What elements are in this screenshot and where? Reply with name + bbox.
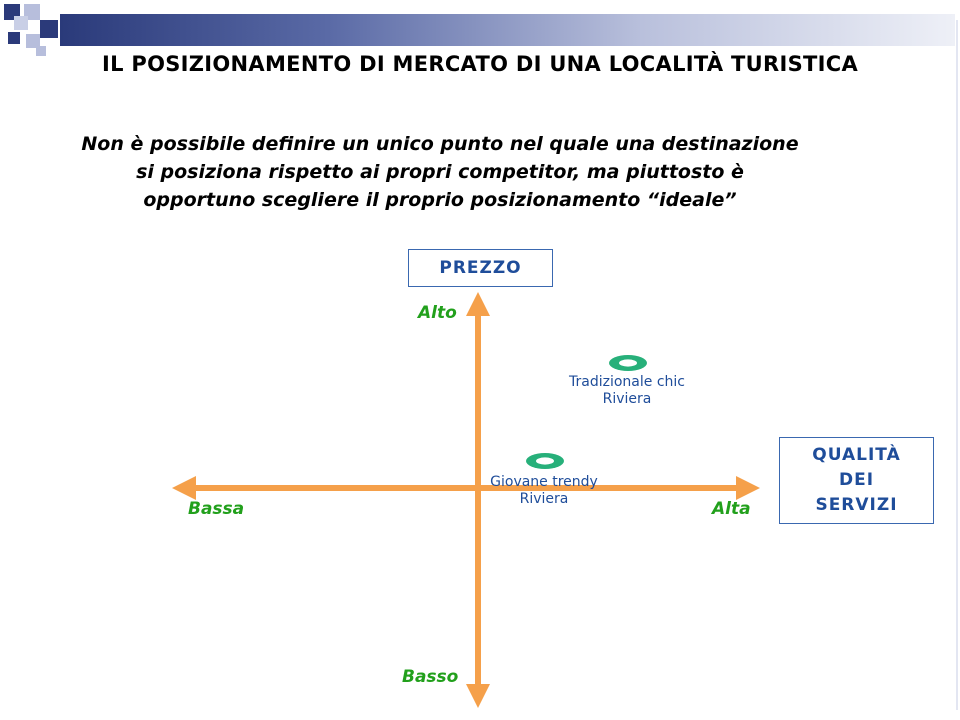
axis-label-bottom: Basso — [402, 667, 459, 687]
arrow-up-icon — [466, 292, 490, 316]
arrow-down-icon — [466, 684, 490, 708]
axis-label-right: Alta — [712, 499, 751, 519]
point-label-line: Riviera — [602, 391, 652, 407]
quality-axis-label-line: SERVIZI — [815, 495, 898, 515]
point-label-line: Tradizionale chic — [569, 374, 685, 390]
point-label — [480, 474, 608, 508]
quality-axis-box — [779, 437, 934, 524]
point-marker-icon — [609, 355, 647, 371]
subtitle-line: opportuno scegliere il proprio posizionamento “ideale” — [143, 189, 737, 211]
axis-label-top: Alto — [418, 303, 457, 323]
arrow-right-icon — [736, 476, 760, 500]
price-axis-box — [408, 249, 553, 287]
slide-title: IL POSIZIONAMENTO DI MERCATO DI UNA LOCALITÀ TURISTICA — [101, 52, 859, 76]
axis-label-left: Bassa — [188, 499, 245, 519]
horizontal-axis — [172, 476, 760, 500]
arrow-left-icon — [172, 476, 196, 500]
point-label-line: Giovane trendy — [490, 474, 598, 490]
point-label-line: Riviera — [519, 491, 569, 507]
subtitle-line: si posiziona rispetto ai propri competitor, ma piuttosto è — [136, 161, 744, 183]
subtitle-line: Non è possibile definire un unico punto nel quale una destinazione — [81, 133, 799, 155]
price-axis-label: PREZZO — [439, 258, 522, 278]
quality-axis-label-line: QUALITÀ — [812, 445, 901, 465]
quality-axis-label-line: DEI — [838, 470, 875, 490]
point-marker-icon — [526, 453, 564, 469]
point-label — [556, 374, 698, 408]
